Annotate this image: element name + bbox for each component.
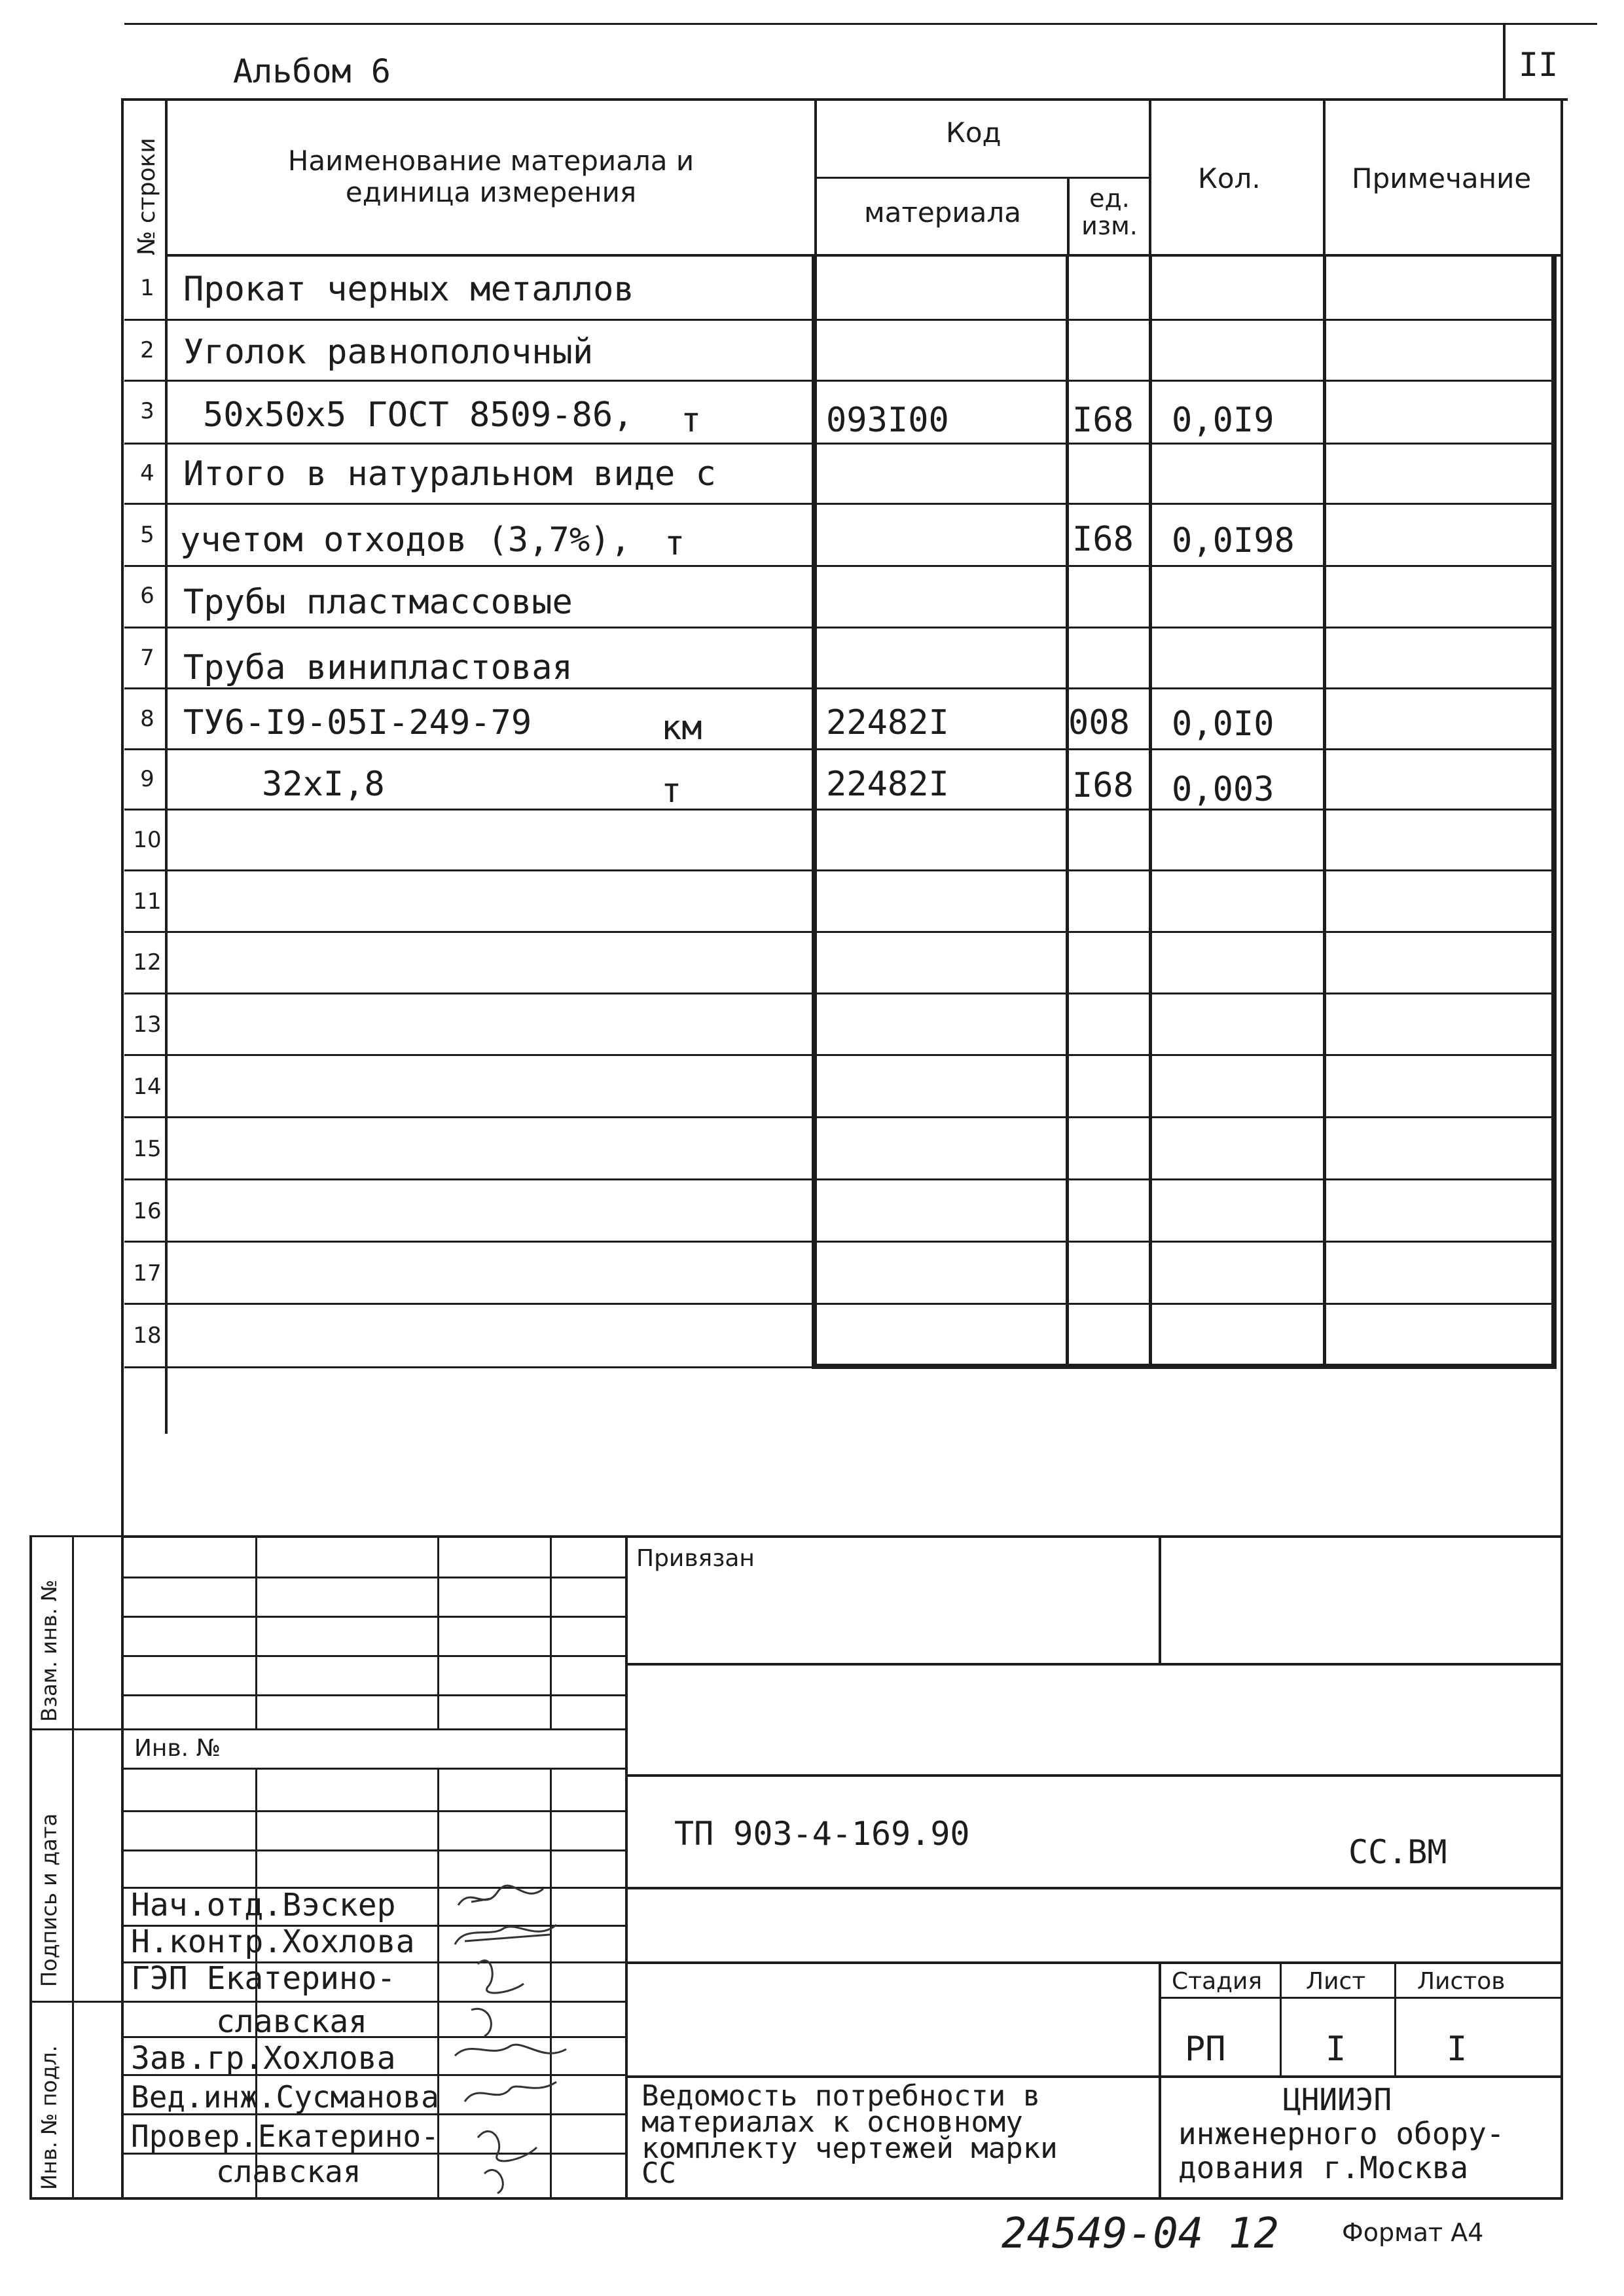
side-podpis: Подпись и дата — [37, 1813, 62, 1987]
body-line-right — [1551, 255, 1557, 1368]
page-top-line — [124, 23, 1597, 25]
title-line-4: СС — [641, 2157, 676, 2190]
stage-value: РП — [1185, 2030, 1226, 2069]
row-number: 9 — [140, 766, 154, 792]
stamp-h — [121, 1850, 626, 1851]
row-5-unit: т — [664, 524, 685, 563]
row-8-name: ТУ6-I9-05I-249-79 — [183, 703, 532, 742]
signatures — [452, 1879, 576, 2200]
col-row-no: № строки — [134, 137, 160, 255]
side-outer — [29, 1535, 32, 2200]
stamp-r-v3 — [1280, 1961, 1282, 2077]
sheets-label: Листов — [1417, 1968, 1506, 1995]
row-8-unit-code: 008 — [1068, 703, 1130, 742]
body-line-code — [1149, 255, 1152, 1368]
row-number: 5 — [140, 522, 154, 548]
inv-no-label: Инв. № — [134, 1735, 221, 1762]
staff-3: ГЭП Екатерино- — [131, 1960, 396, 1997]
stamp-r-h4 — [625, 1961, 1561, 1964]
row-number: 6 — [140, 583, 154, 609]
row-number: 12 — [133, 949, 162, 975]
title-line-3: комплекту чертежей марки — [641, 2132, 1058, 2165]
row-2-name: Уголок равнополочный — [183, 333, 594, 372]
row-3-name: 50х50х5 ГОСТ 8509-86, — [203, 395, 634, 435]
stamp-r-h2 — [625, 1774, 1561, 1777]
album-label: Альбом 6 — [233, 52, 391, 90]
row-sep — [124, 869, 1557, 871]
row-3-unit: т — [681, 401, 702, 440]
stamp-h — [121, 1655, 626, 1657]
row-6-name: Трубы пластмассовые — [183, 583, 573, 622]
col-name: Наименование материала и единица измерения — [287, 145, 695, 208]
sheets-value: I — [1447, 2030, 1468, 2069]
stamp-r-h5 — [1159, 1997, 1561, 1999]
row-sep — [124, 1054, 1557, 1056]
row-number: 17 — [133, 1260, 162, 1286]
row-9-unit: т — [661, 771, 682, 811]
row-sep — [124, 627, 1557, 629]
stamp-r-h1 — [625, 1663, 1561, 1666]
row-9-unit-code: I68 — [1072, 766, 1134, 805]
body-line-unit — [1066, 255, 1069, 1368]
frame-right — [1561, 98, 1563, 2200]
side-inv: Инв. № подл. — [37, 2045, 62, 2190]
body-line-qty — [1323, 255, 1326, 1368]
col-code-material: материала — [864, 196, 1022, 228]
stamp-h — [121, 1616, 626, 1618]
sheet-value: I — [1326, 2030, 1346, 2069]
org-line-1: ЦНИИЭП — [1283, 2082, 1392, 2117]
row-4-name: Итого в натуральном виде с — [183, 454, 716, 494]
row-number: 11 — [133, 888, 162, 915]
row-5-name: учетом отходов (3,7%), — [180, 520, 631, 560]
row-sep — [124, 1241, 1557, 1243]
org-line-3: дования г.Москва — [1178, 2150, 1469, 2185]
title-line-2: материалах к основному — [641, 2105, 1023, 2139]
title-line-1: Ведомость потребности в — [641, 2079, 1041, 2113]
row-sep — [124, 748, 1557, 750]
stamp-v2-top — [437, 1535, 439, 1729]
doc-mark: СС.ВМ — [1348, 1833, 1447, 1871]
row-sep — [124, 1303, 1557, 1305]
row-8-code: 22482I — [826, 703, 949, 742]
row-number: 18 — [133, 1322, 162, 1349]
row-sep — [124, 809, 1557, 811]
row-5-unit-code: I68 — [1072, 520, 1134, 559]
col-code: Код — [946, 117, 1001, 149]
row-3-qty: 0,0I9 — [1172, 401, 1274, 440]
row-sep — [124, 319, 1557, 321]
row-number: 13 — [133, 1011, 162, 1038]
row-sep — [124, 993, 1557, 994]
body-bottom — [812, 1364, 1557, 1369]
body-bottom-left — [124, 1366, 813, 1368]
side-top — [29, 1535, 121, 1537]
col-note: Примечание — [1352, 162, 1532, 194]
row-sep — [124, 443, 1557, 445]
row-number: 14 — [133, 1074, 162, 1100]
sheet-box-left — [1503, 23, 1506, 98]
sheet-label: Лист — [1306, 1968, 1366, 1995]
row-number: 3 — [140, 398, 154, 424]
row-number: 4 — [140, 460, 154, 486]
row-sep — [124, 1116, 1557, 1118]
side-sep-1 — [29, 1728, 121, 1730]
row-sep — [124, 687, 1557, 689]
hdr-line-code-split — [814, 177, 1150, 179]
row-number: 10 — [133, 827, 162, 853]
staff-5: Зав.гр.Хохлова — [131, 2040, 396, 2077]
stamp-r-v1 — [1159, 1535, 1161, 1664]
privyazan-label: Привязан — [636, 1545, 755, 1572]
row-number: 15 — [133, 1136, 162, 1162]
stamp-r-v4 — [1394, 1961, 1396, 2077]
footer-format: Формат А4 — [1342, 2218, 1484, 2247]
row-sep — [124, 931, 1557, 933]
hdr-line-unit — [1067, 178, 1070, 255]
stamp-h — [121, 1728, 626, 1730]
stamp-h — [121, 1576, 626, 1578]
row-sep — [124, 380, 1557, 382]
row-9-name: 32хI,8 — [262, 765, 385, 804]
hdr-line-qty — [1323, 98, 1326, 255]
staff-1: Нач.отд.Вэскер — [131, 1887, 396, 1923]
stamp-h — [121, 1810, 626, 1812]
stamp-r-h6 — [625, 2075, 1561, 2078]
row-9-code: 22482I — [826, 765, 949, 804]
frame-left — [121, 98, 124, 2200]
stamp-v1-top — [255, 1535, 257, 1729]
staff-8: славская — [216, 2154, 361, 2189]
stamp-v3-top — [550, 1535, 552, 1729]
row-3-code: 093I00 — [826, 401, 949, 440]
stamp-r-h3 — [625, 1887, 1561, 1889]
col-code-unit: ед. изм. — [1081, 184, 1138, 240]
row-number: 7 — [140, 645, 154, 671]
footer-number: 24549-04 12 — [1001, 2210, 1279, 2258]
staff-7: Провер.Екатерино- — [131, 2119, 439, 2154]
doc-code: ТП 903-4-169.90 — [674, 1815, 970, 1853]
row-sep — [124, 1178, 1557, 1180]
stamp-h — [121, 1768, 626, 1770]
row-9-qty: 0,003 — [1172, 770, 1274, 809]
stage-label: Стадия — [1172, 1968, 1263, 1995]
row-5-qty: 0,0I98 — [1172, 521, 1295, 560]
frame-bottom — [29, 2197, 1563, 2200]
stamp-v4 — [625, 1535, 628, 2200]
row-3-unit-code: I68 — [1072, 401, 1134, 440]
staff-6: Вед.инж.Сусманова — [131, 2079, 439, 2115]
row-8-qty: 0,0I0 — [1172, 704, 1274, 744]
stamp-h — [121, 1694, 626, 1696]
frame-top — [121, 98, 1568, 101]
staff-2: Н.контр.Хохлова — [131, 1923, 415, 1960]
row-number: 2 — [140, 337, 154, 363]
body-line-name — [812, 255, 817, 1368]
row-number: 8 — [140, 706, 154, 732]
row-7-name: Труба винипластовая — [183, 648, 573, 687]
stamp-top — [121, 1535, 1563, 1538]
row-sep — [124, 565, 1557, 567]
row-1-name: Прокат черных металлов — [183, 270, 634, 309]
col-qty: Кол. — [1198, 162, 1261, 194]
side-inner — [72, 1535, 74, 2200]
row-number: 1 — [140, 275, 154, 301]
row-number: 16 — [133, 1198, 162, 1224]
side-vzam: Взам. инв. № — [37, 1579, 62, 1722]
sheet-number: II — [1519, 46, 1559, 84]
hdr-bottom — [165, 254, 1562, 257]
row-8-unit: км — [661, 708, 702, 748]
org-line-2: инженерного обору- — [1178, 2116, 1505, 2151]
staff-4: славская — [216, 2003, 368, 2040]
row-sep — [124, 503, 1557, 505]
